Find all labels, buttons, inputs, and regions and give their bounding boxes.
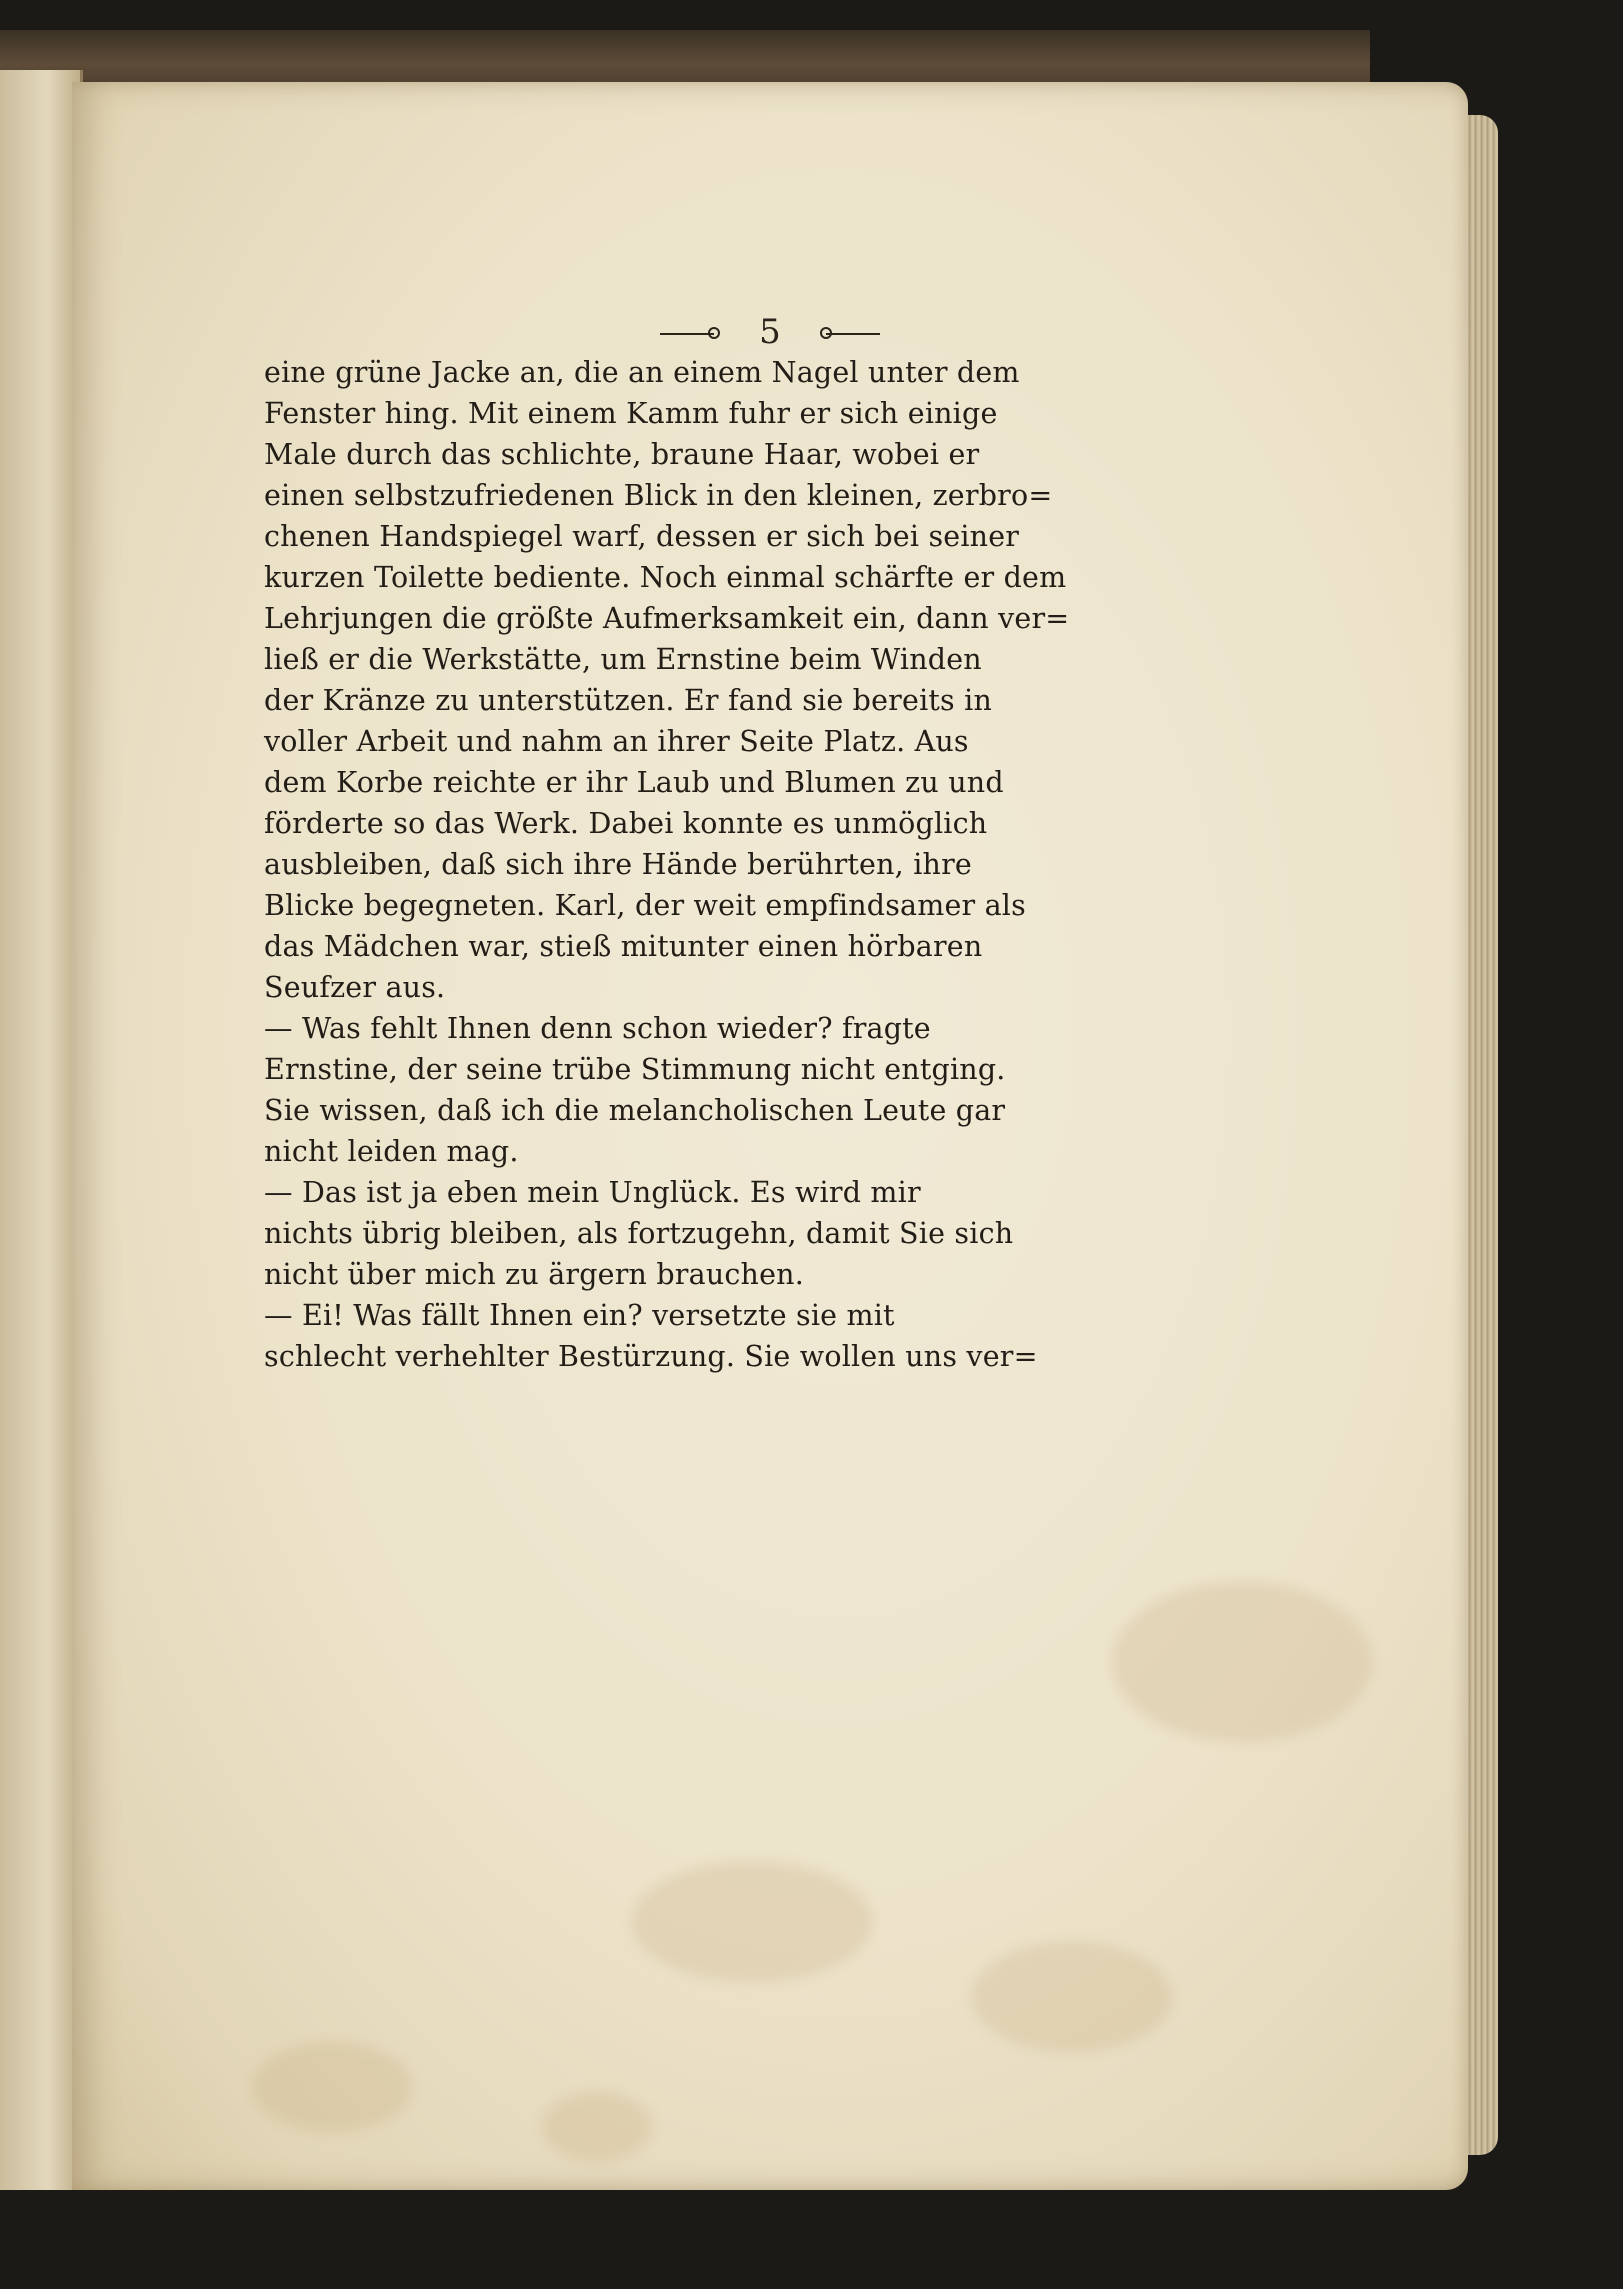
body-text <box>72 82 1468 2190</box>
book-page <box>72 82 1468 2190</box>
text-line: Fenster hing. Mit einem Kamm fuhr er sich einige <box>264 397 998 430</box>
text-line: — Was fehlt Ihnen denn schon wieder? fragte <box>264 1012 931 1045</box>
text-line: das Mädchen war, stieß mitunter einen hörbaren <box>264 930 983 963</box>
text-line: voller Arbeit und nahm an ihrer Seite Platz. Aus <box>264 725 969 758</box>
text-line: nicht leiden mag. <box>264 1135 519 1168</box>
text-line: nichts übrig bleiben, als fortzugehn, damit Sie sich <box>264 1217 1014 1250</box>
text-line: Sie wissen, daß ich die melancholischen Leute gar <box>264 1094 1006 1127</box>
text-line: kurzen Toilette bediente. Noch einmal schärfte er dem <box>264 561 1067 594</box>
text-line: Seufzer aus. <box>264 971 446 1004</box>
text-line: der Kränze zu unterstützen. Er fand sie bereits in <box>264 684 992 717</box>
text-line: einen selbstzufriedenen Blick in den kleinen, zerbro= <box>264 479 1053 512</box>
text-line: eine grüne Jacke an, die an einem Nagel unter dem <box>264 356 1020 389</box>
text-line: Male durch das schlichte, braune Haar, wobei er <box>264 438 980 471</box>
text-line: ließ er die Werkstätte, um Ernstine beim Winden <box>264 643 982 676</box>
text-line: — Das ist ja eben mein Unglück. Es wird mir <box>264 1176 921 1209</box>
text-line: Blicke begegneten. Karl, der weit empfindsamer als <box>264 889 1026 922</box>
text-line: — Ei! Was fällt Ihnen ein? versetzte sie mit <box>264 1299 895 1332</box>
text-line: Lehrjungen die größte Aufmerksamkeit ein, dann ver= <box>264 602 1070 635</box>
text-line: chenen Handspiegel warf, dessen er sich bei seiner <box>264 520 1020 553</box>
text-line: förderte so das Werk. Dabei konnte es unmöglich <box>264 807 988 840</box>
left-page-edge <box>0 70 83 2190</box>
text-line: schlecht verhehlter Bestürzung. Sie wollen uns ver= <box>264 1340 1038 1373</box>
text-line: dem Korbe reichte er ihr Laub und Blumen zu und <box>264 766 1004 799</box>
text-line: nicht über mich zu ärgern brauchen. <box>264 1258 804 1291</box>
page-number: 5 <box>759 312 781 352</box>
text-line: Ernstine, der seine trübe Stimmung nicht entging. <box>264 1053 1006 1086</box>
text-line: ausbleiben, daß sich ihre Hände berührten, ihre <box>264 848 972 881</box>
